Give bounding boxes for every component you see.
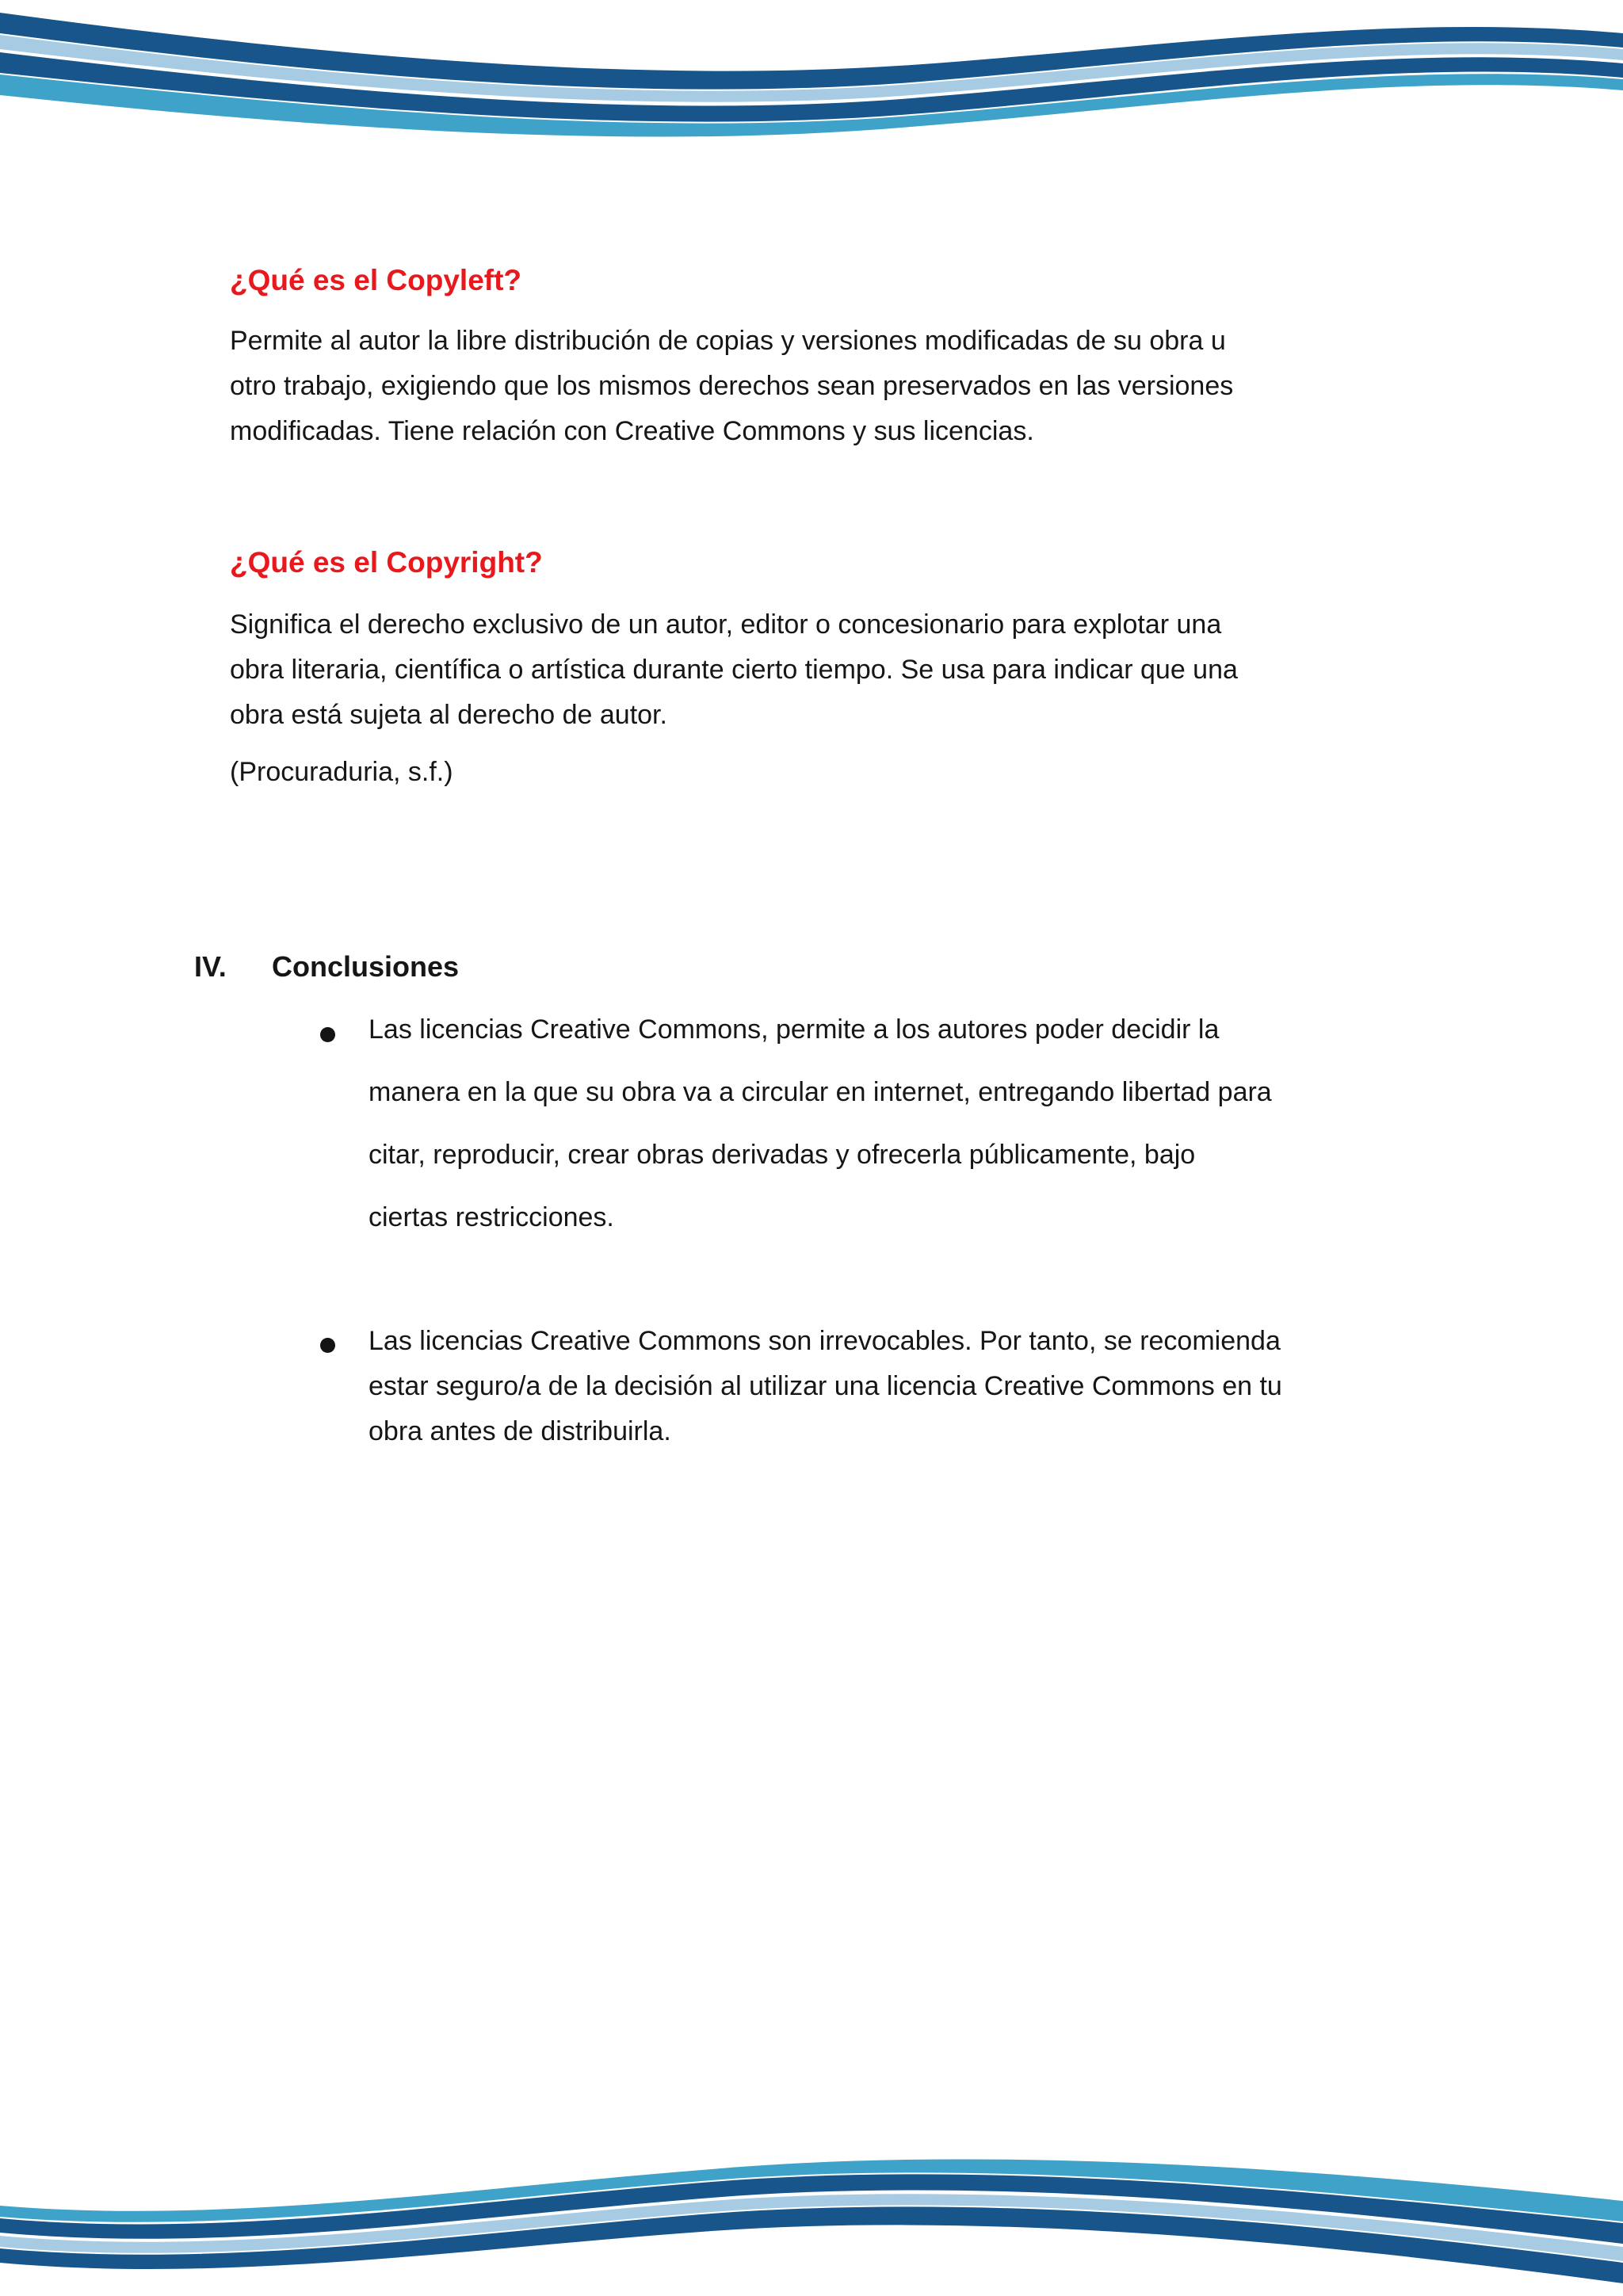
header-wave-icon — [0, 0, 1623, 168]
footer-wave-icon — [0, 2128, 1623, 2296]
paragraph-copyright — [230, 602, 1238, 738]
conclusions-title: Conclusiones — [272, 950, 460, 983]
bullet-line: Las licencias Creative Commons, permite a los autores poder decidir la — [369, 1014, 1220, 1045]
bullet-line: Las licencias Creative Commons son irrevocables. Por tanto, se recomienda — [369, 1326, 1281, 1356]
section-heading-copyright: ¿Qué es el Copyright? — [230, 546, 543, 579]
paragraph-line: modificadas. Tiene relación con Creative Commons y sus licencias. — [230, 416, 1034, 446]
conclusion-bullet-item — [369, 999, 1272, 1249]
paragraph-copyleft — [230, 319, 1233, 454]
bullet-line: citar, reproducir, crear obras derivadas y ofrecerla públicamente, bajo — [369, 1140, 1196, 1170]
conclusions-numeral: IV. — [194, 950, 227, 983]
bullet-line: estar seguro/a de la decisión al utilizar una licencia Creative Commons en tu — [369, 1371, 1282, 1401]
citation-text: (Procuraduria, s.f.) — [230, 757, 453, 787]
paragraph-line: otro trabajo, exigiendo que los mismos derechos sean preservados en las versiones — [230, 371, 1234, 401]
bullet-line: manera en la que su obra va a circular en internet, entregando libertad para — [369, 1077, 1272, 1107]
bullet-icon — [320, 1338, 335, 1353]
bullet-line: ciertas restricciones. — [369, 1202, 614, 1232]
section-heading-copyleft: ¿Qué es el Copyleft? — [230, 264, 522, 296]
paragraph-line: obra literaria, científica o artística durante cierto tiempo. Se usa para indicar que una — [230, 655, 1238, 685]
paragraph-line: Significa el derecho exclusivo de un autor, editor o concesionario para explotar una — [230, 609, 1222, 640]
bullet-icon — [320, 1027, 335, 1042]
paragraph-line: obra está sujeta al derecho de autor. — [230, 700, 667, 730]
paragraph-line: Permite al autor la libre distribución de copias y versiones modificadas de su obra u — [230, 326, 1226, 356]
conclusion-bullet-item — [369, 1319, 1282, 1454]
bullet-line: obra antes de distribuirla. — [369, 1416, 671, 1446]
